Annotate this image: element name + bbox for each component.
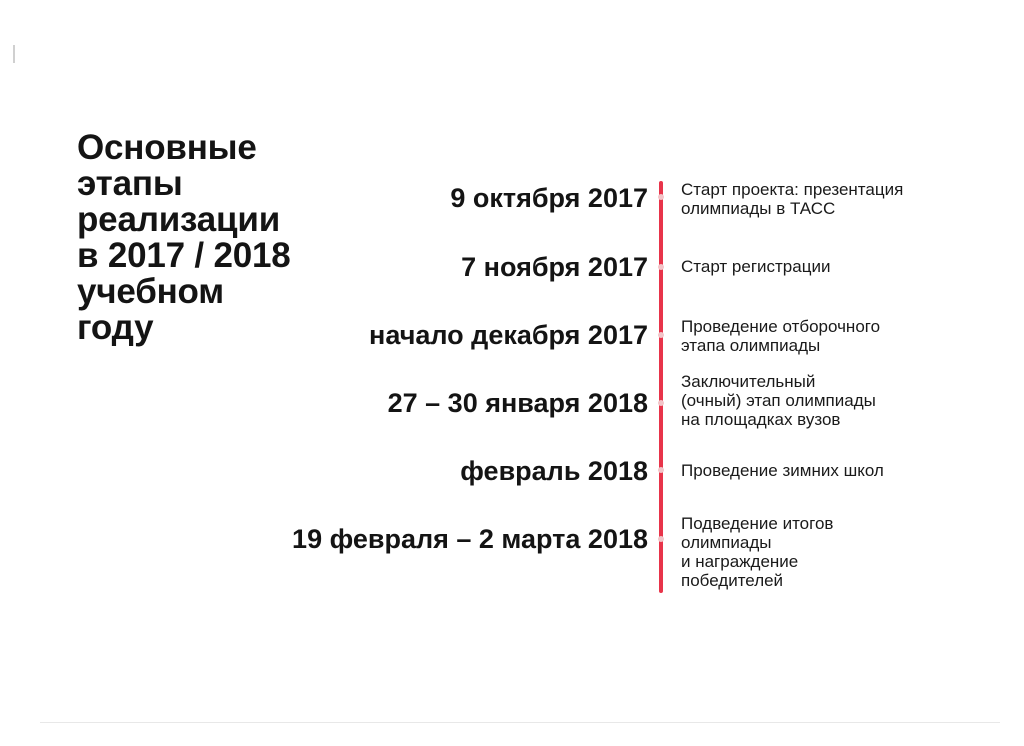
event-description-line: Проведение зимних школ [681, 461, 884, 480]
timeline-dot [658, 332, 664, 338]
event-description-line: Подведение итогов [681, 514, 834, 533]
event-description-line: и награждение [681, 552, 799, 571]
event-description [681, 514, 981, 590]
event-description-line: (очный) этап олимпиады [681, 391, 876, 410]
title-line: реализации [77, 200, 281, 239]
title-line: учебном [77, 272, 224, 311]
event-description-line: на площадках вузов [681, 410, 841, 429]
title-line: году [77, 308, 154, 347]
scan-artifact-edge [40, 722, 1000, 723]
event-description [681, 461, 981, 480]
event-description [681, 257, 981, 276]
event-description [681, 372, 981, 429]
event-description-line: Проведение отборочного [681, 317, 881, 336]
event-description-line: Заключительный [681, 372, 816, 391]
event-description-line: Старт проекта: презентация [681, 180, 904, 199]
event-description-line: Старт регистрации [681, 257, 831, 276]
event-description [681, 317, 981, 355]
event-date: 19 февраля – 2 марта 2018 [292, 524, 648, 554]
scan-artifact-mark [13, 45, 15, 63]
timeline-line [659, 181, 663, 593]
event-description-line: олимпиады [681, 533, 772, 552]
timeline-dot [658, 467, 664, 473]
event-description [681, 180, 981, 218]
title-line: этапы [77, 164, 183, 203]
timeline-dot [658, 194, 664, 200]
event-date: 7 ноября 2017 [461, 252, 648, 282]
page-title [77, 130, 367, 346]
event-date: 9 октября 2017 [450, 183, 648, 213]
title-line: в 2017 / 2018 [77, 236, 291, 275]
timeline-dot [658, 400, 664, 406]
event-date: февраль 2018 [460, 456, 648, 486]
event-description-line: победителей [681, 571, 784, 590]
title-line: Основные [77, 128, 257, 167]
event-date: начало декабря 2017 [369, 320, 648, 350]
timeline-dot [658, 264, 664, 270]
event-description-line: олимпиады в ТАСС [681, 199, 836, 218]
event-date: 27 – 30 января 2018 [387, 388, 648, 418]
timeline-dot [658, 536, 664, 542]
event-description-line: этапа олимпиады [681, 336, 821, 355]
